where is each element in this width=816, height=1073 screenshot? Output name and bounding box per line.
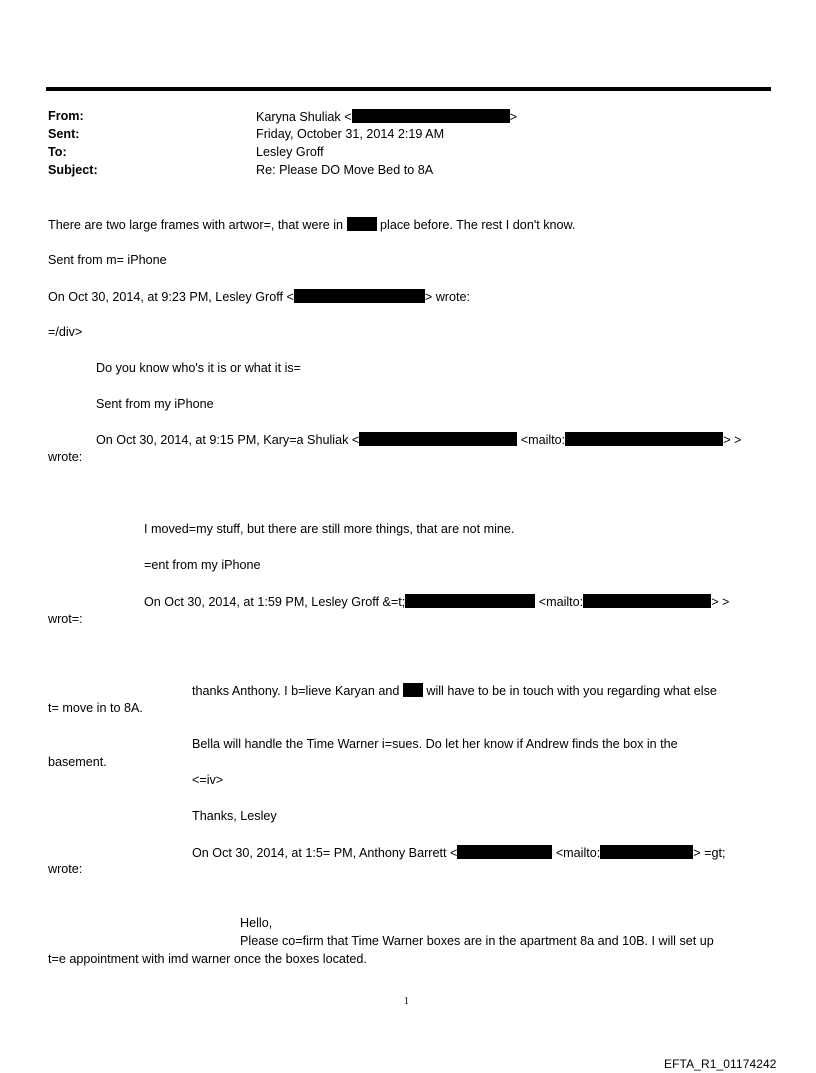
- redaction-box: [347, 217, 377, 231]
- body-line: <=iv>: [192, 773, 224, 787]
- text-segment: <mailto:: [538, 595, 584, 609]
- body-line: [48, 289, 470, 305]
- text-segment: > >: [723, 433, 742, 447]
- page-number: 1: [404, 996, 409, 1007]
- body-line: wrote:: [48, 862, 83, 876]
- body-line: t=e appointment with imd warner once the boxes located.: [48, 952, 367, 966]
- redaction-box: [565, 432, 723, 446]
- to-value: Lesley Groff: [256, 145, 324, 159]
- body-line: =/div>: [48, 325, 83, 339]
- header-rule: [46, 87, 771, 91]
- redaction-box: [405, 594, 535, 608]
- body-line: t= move in to 8A.: [48, 701, 143, 715]
- redaction-box: [352, 109, 510, 123]
- body-line: Sent from my iPhone: [96, 397, 214, 411]
- text-segment: On Oct 30, 2014, at 1:59 PM, Lesley Groff &=t;: [144, 595, 406, 609]
- text-segment: On Oct 30, 2014, at 9:15 PM, Kary=a Shuliak <: [96, 433, 360, 447]
- document-id: EFTA_R1_01174242: [664, 1057, 777, 1071]
- body-line: [192, 845, 726, 861]
- text-segment: thanks Anthony. I b=lieve Karyan and: [192, 684, 400, 698]
- redaction-box: [457, 845, 552, 859]
- text-segment: There are two large frames with artwor=, that were in: [48, 218, 344, 232]
- body-line: [96, 432, 741, 448]
- sent-label: Sent:: [48, 127, 80, 141]
- text-segment: <mailto:: [520, 433, 566, 447]
- body-line: Hello,: [240, 916, 273, 930]
- body-line: wrote:: [48, 450, 83, 464]
- text-segment: On Oct 30, 2014, at 9:23 PM, Lesley Groff <: [48, 290, 294, 304]
- from-value: [256, 109, 517, 125]
- to-label: To:: [48, 145, 67, 159]
- text-segment: On Oct 30, 2014, at 1:5= PM, Anthony Barrett <: [192, 846, 458, 860]
- body-line: I moved=my stuff, but there are still more things, that are not mine.: [144, 522, 515, 536]
- from-close: >: [509, 110, 517, 124]
- from-name: Karyna Shuliak <: [256, 110, 352, 124]
- redaction-box: [359, 432, 517, 446]
- text-segment: will have to be in touch with you regarding what else: [426, 684, 717, 698]
- redaction-box: [600, 845, 693, 859]
- body-line: wrot=:: [48, 612, 83, 626]
- body-line: [48, 217, 575, 233]
- redaction-box: [583, 594, 711, 608]
- body-line: [144, 594, 729, 610]
- text-segment: > >: [711, 595, 730, 609]
- body-line: Bella will handle the Time Warner i=sues. Do let her know if Andrew finds the box in the: [192, 737, 678, 751]
- body-line: Sent from m= iPhone: [48, 253, 167, 267]
- redaction-box: [294, 289, 425, 303]
- body-line: basement.: [48, 755, 107, 769]
- text-segment: > =gt;: [693, 846, 726, 860]
- subject-value: Re: Please DO Move Bed to 8A: [256, 163, 434, 177]
- body-line: Thanks, Lesley: [192, 809, 277, 823]
- text-segment: <mailto:: [555, 846, 601, 860]
- from-label: From:: [48, 109, 84, 123]
- sent-value: Friday, October 31, 2014 2:19 AM: [256, 127, 445, 141]
- redaction-box: [403, 683, 423, 697]
- body-line: =ent from my iPhone: [144, 558, 261, 572]
- subject-label: Subject:: [48, 163, 98, 177]
- text-segment: place before. The rest I don't know.: [380, 218, 576, 232]
- text-segment: > wrote:: [424, 290, 470, 304]
- body-line: Please co=firm that Time Warner boxes are in the apartment 8a and 10B. I will set up: [240, 934, 714, 948]
- body-line: [192, 683, 717, 699]
- body-line: Do you know who's it is or what it is=: [96, 361, 302, 375]
